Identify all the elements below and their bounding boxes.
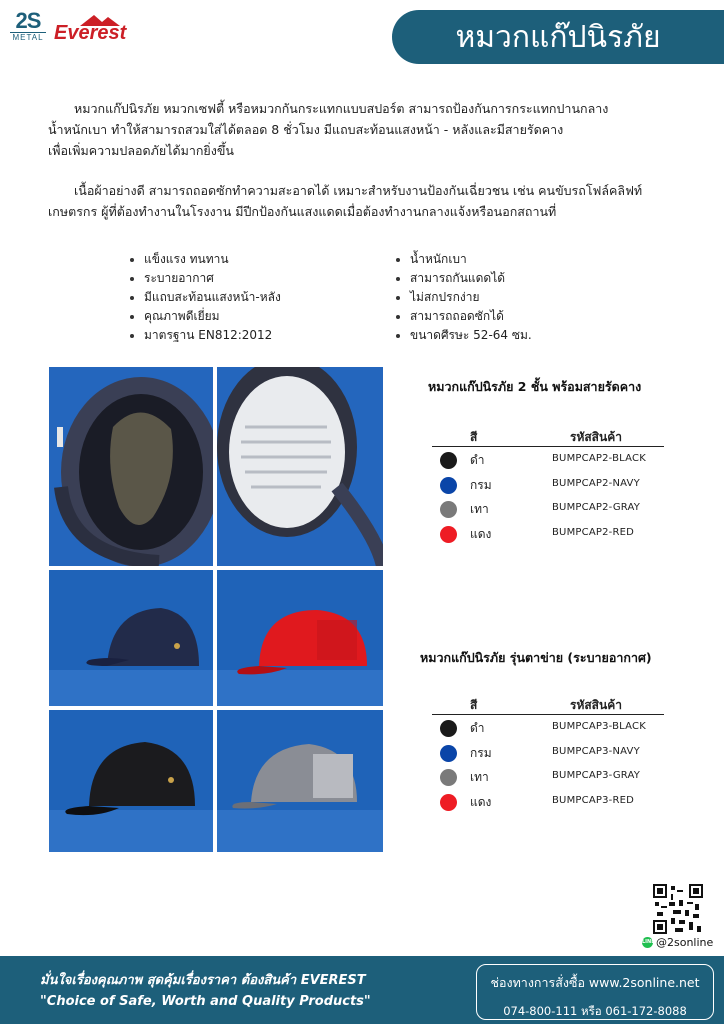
color-name: กรม	[470, 477, 492, 492]
feature-item: แข็งแรง ทนทาน	[130, 250, 281, 269]
color-swatch	[440, 526, 457, 543]
logo-2s-text: 2S	[15, 8, 41, 33]
feature-item: มาตรฐาน EN812:2012	[130, 326, 281, 345]
feature-item: ระบายอากาศ	[130, 269, 281, 288]
footer-slogan	[40, 970, 371, 1012]
column-header-color: สี	[470, 430, 478, 444]
table-row	[432, 789, 664, 814]
table-header	[432, 428, 664, 447]
footer-bar	[0, 956, 724, 1024]
table-header	[432, 696, 664, 715]
column-header-code: รหัสสินค้า	[570, 430, 622, 444]
intro-line: หมวกแก๊ปนิรภัย หมวกเซฟตี้ หรือหมวกกันกระแทกแบบสปอร์ต สามารถป้องกันการกระแทกปานกลาง	[74, 101, 609, 116]
feature-item: ไม่สกปรกง่าย	[396, 288, 532, 307]
product-code: BUMPCAP3-RED	[552, 794, 635, 806]
feature-item: สามารถถอดซักได้	[396, 307, 532, 326]
color-name: ดำ	[470, 453, 485, 467]
intro-line: น้ำหนักเบา ทำให้สามารถสวมใส่ได้ตลอด 8 ชั่วโมง มีแถบสะท้อนแสงหน้า - หลังและมีสายรัดคาง	[48, 122, 564, 137]
slogan-english: "Choice of Safe, Worth and Quality Products"	[40, 994, 371, 1009]
photo-gray-mesh-cap	[217, 710, 383, 852]
color-swatch	[440, 769, 457, 786]
logo-2s-sub: METAL	[10, 32, 46, 43]
qr-code-icon[interactable]	[653, 884, 703, 934]
table-row	[432, 447, 664, 472]
product-code: BUMPCAP2-GRAY	[552, 502, 641, 513]
feature-list-right	[396, 250, 532, 345]
order-channel-box	[476, 964, 714, 1020]
color-name: ดำ	[470, 721, 485, 735]
color-swatch	[440, 501, 457, 518]
product-code: BUMPCAP2-BLACK	[552, 453, 646, 464]
intro-paragraph-2	[48, 180, 678, 222]
product-code: BUMPCAP3-GRAY	[552, 770, 641, 781]
line-contact[interactable]	[642, 936, 713, 949]
product-code: BUMPCAP3-NAVY	[552, 745, 640, 757]
product-code: BUMPCAP3-BLACK	[552, 721, 646, 732]
product-code: BUMPCAP2-NAVY	[552, 477, 640, 489]
photo-red-mesh-cap	[217, 570, 383, 706]
photo-cap-inside-top	[49, 367, 213, 566]
color-name: แดง	[470, 526, 492, 541]
slogan-thai: มั่นใจเรื่องคุณภาพ สุดคุ้มเรื่องราคา ต้องสินค้า EVEREST	[40, 973, 366, 988]
table-row	[432, 764, 664, 789]
feature-item: สามารถกันแดดได้	[396, 269, 532, 288]
page-title: หมวกแก๊ปนิรภัย	[392, 10, 724, 64]
everest-logo	[54, 14, 146, 44]
color-swatch	[440, 477, 457, 494]
table-row	[432, 472, 664, 497]
intro-line: เนื้อผ้าอย่างดี สามารถถอดซักทำความสะอาดได้ เหมาะสำหรับงานป้องกันเฉี่ยวชน เช่น คนขับรถโฟล์คลิฟท์	[74, 183, 643, 198]
color-code-table	[432, 428, 664, 545]
color-swatch	[440, 794, 457, 811]
product-title: หมวกแก๊ปนิรภัย รุ่นตาข่าย (ระบายอากาศ)	[420, 650, 652, 665]
intro-paragraph-1	[48, 98, 678, 161]
table-row	[432, 740, 664, 765]
color-swatch	[440, 745, 457, 762]
color-swatch	[440, 452, 457, 469]
column-header-color: สี	[470, 698, 478, 712]
feature-item: ขนาดศีรษะ 52-64 ซม.	[396, 326, 532, 345]
color-name: เทา	[470, 502, 489, 516]
product-code: BUMPCAP2-RED	[552, 526, 635, 538]
photo-black-cap	[49, 710, 213, 852]
feature-item: คุณภาพดีเยี่ยม	[130, 307, 281, 326]
column-header-code: รหัสสินค้า	[570, 698, 622, 712]
logo-everest-text: Everest	[54, 22, 127, 44]
photo-navy-cap	[49, 570, 213, 706]
intro-line: เกษตรกร ผู้ที่ต้องทำงานในโรงงาน มีปีกป้องกันแสงแดดเมื่อต้องทำงานกลางแจ้งหรือนอกสถานที่	[48, 204, 557, 219]
feature-item: มีแถบสะท้อนแสงหน้า-หลัง	[130, 288, 281, 307]
2s-metal-logo	[10, 10, 46, 43]
order-website-link[interactable]: ช่องทางการสั่งซื้อ www.2sonline.net	[490, 975, 700, 990]
phone-numbers[interactable]: 074-800-111 หรือ 061-172-8088	[503, 1004, 687, 1018]
photo-cap-inside-shell	[217, 367, 383, 566]
table-row	[432, 496, 664, 521]
table-row	[432, 715, 664, 740]
table-row	[432, 521, 664, 546]
product-title: หมวกแก๊ปนิรภัย 2 ชั้น พร้อมสายรัดคาง	[428, 379, 642, 394]
line-app-icon: LINE	[642, 937, 653, 948]
line-id: @2sonline	[656, 936, 714, 949]
color-name: เทา	[470, 770, 489, 784]
feature-list-left	[130, 250, 281, 345]
color-name: แดง	[470, 794, 492, 809]
color-swatch	[440, 720, 457, 737]
feature-item: น้ำหนักเบา	[396, 250, 532, 269]
color-name: กรม	[470, 745, 492, 760]
color-code-table	[432, 696, 664, 813]
intro-line: เพื่อเพิ่มความปลอดภัยได้มากยิ่งขึ้น	[48, 143, 234, 158]
